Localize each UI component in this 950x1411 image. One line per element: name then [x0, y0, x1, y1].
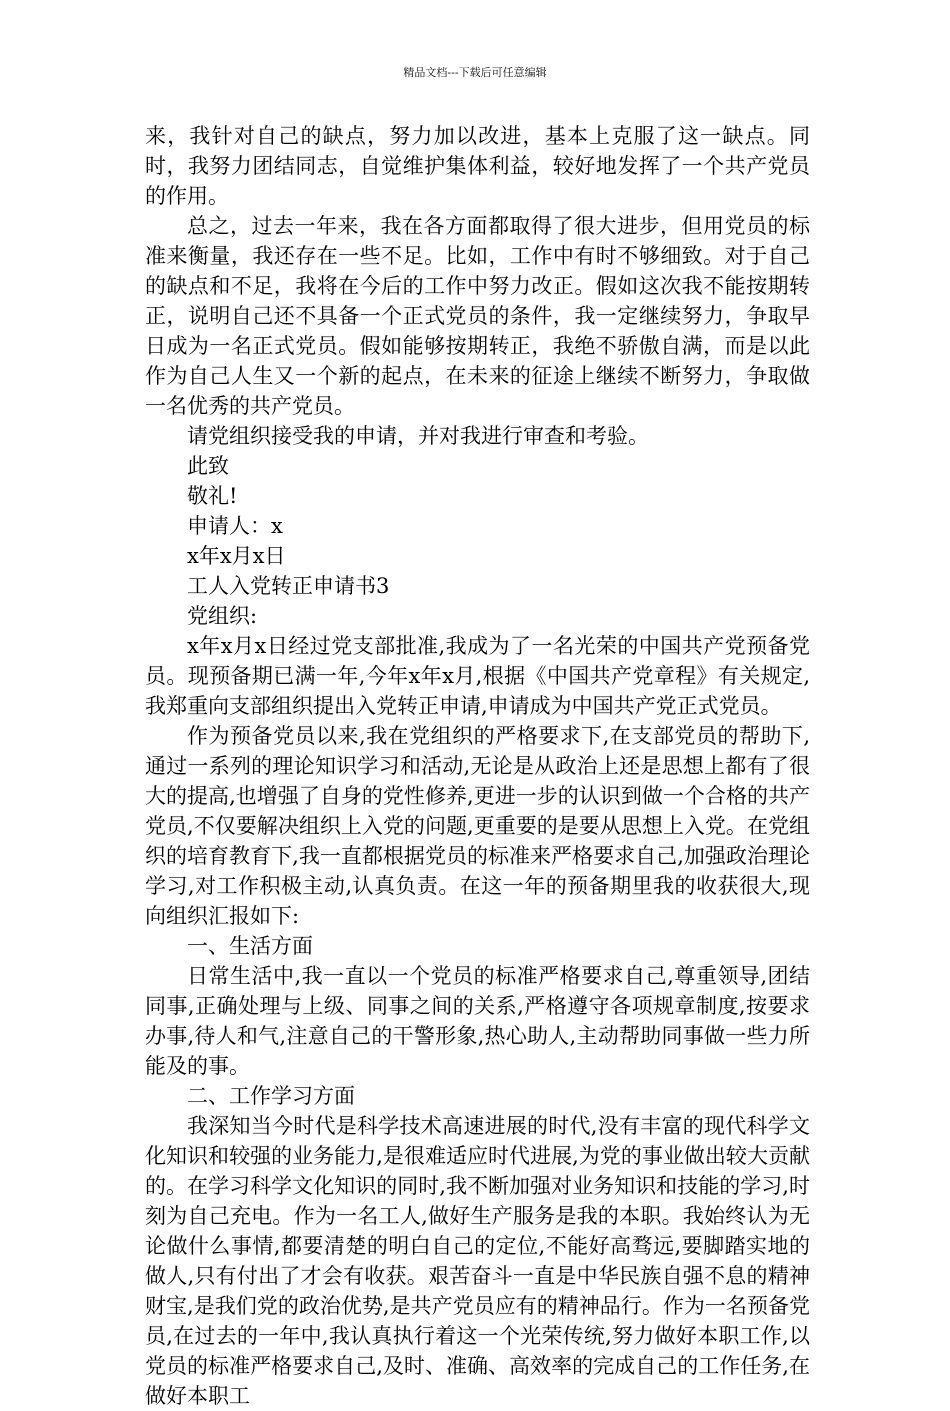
paragraph-life: 日常生活中,我一直以一个党员的标准严格要求自己,尊重领导,团结同事,正确处理与上级、同事之间的关系,严格遵守各项规章制度,按要求办事,待人和气,注意自己的干警形象,热心助人,主动帮助同事做一些力所能及的事。: [145, 964, 810, 1078]
paragraph-overview: 作为预备党员以来,我在党组织的严格要求下,在支部党员的帮助下,通过一系列的理论知识学习和活动,无论是从政治上还是思想上都有了很大的提高,也增强了自身的党性修养,更进一步的认识到做一个合格的共产党员,不仅要解决组织上入党的问题,更重要的是要从思想上入党。在党组织的培育教育下,我一直都根据党员的标准来严格要求自己,加强政治理论学习,对工作积极主动,认真负责。在这一年的预备期里我的收获很大,现向组织汇报如下:: [145, 724, 810, 928]
paragraph-request: 请党组织接受我的申请，并对我进行审查和考验。: [187, 424, 649, 448]
paragraph-work: 我深知当今时代是科学技术高速进展的时代,没有丰富的现代科学文化知识和较强的业务能力,是很难适应时代进展,为党的事业做出较大贡献的。在学习科学文化知识的同时,我不断加强对业务知识和技能的学习,时刻为自己充电。作为一名工人,做好生产服务是我的本职。我始终认为无论做什么事情,都要清楚的明白自己的定位,不能好高骛远,要脚踏实地的做人,只有付出了才会有收获。艰苦奋斗一直是中华民族自强不息的精神财宝,是我们党的政治优势,是共产党员应有的精神品行。作为一名预备党员,在过去的一年中,我认真执行着这一个光荣传统,努力做好本职工作,以党员的标准严格要求自己,及时、准确、高效率的完成自己的工作任务,在做好本职工: [145, 1114, 810, 1408]
document-body: [145, 121, 810, 1411]
closing-respect: 敬礼!: [187, 484, 238, 508]
addressee: 党组织:: [187, 604, 258, 628]
paragraph-intro: x年x月x日经过党支部批准,我成为了一名光荣的中国共产党预备党员。现预备期已满一年,今年x年x月,根据《中国共产党章程》有关规定,我郑重向支部组织提出入党转正申请,申请成为中国共产党正式党员。: [145, 634, 810, 718]
section-heading-work: 二、工作学习方面: [187, 1084, 355, 1108]
application-date: x年x月x日: [187, 544, 286, 568]
closing-salutation: 此致: [187, 454, 229, 478]
section-heading-life: 一、生活方面: [187, 934, 313, 958]
paragraph-continued: 来，我针对自己的缺点，努力加以改进，基本上克服了这一缺点。同时，我努力团结同志，自觉维护集体利益，较好地发挥了一个共产党员的作用。: [145, 124, 810, 208]
applicant-name: 申请人：x: [187, 514, 283, 538]
document-title: 工人入党转正申请书3: [187, 574, 390, 598]
paragraph-summary: 总之，过去一年来，我在各方面都取得了很大进步，但用党员的标准来衡量，我还存在一些不足。比如，工作中有时不够细致。对于自己的缺点和不足，我将在今后的工作中努力改正。假如这次我不能按期转正，说明自己还不具备一个正式党员的条件，我一定继续努力，争取早日成为一名正式党员。假如能够按期转正，我绝不骄傲自满，而是以此作为自己人生又一个新的起点，在未来的征途上继续不断努力，争取做一名优秀的共产党员。: [145, 214, 810, 418]
page-header: 精品文档---下载后可任意编辑: [403, 66, 547, 79]
